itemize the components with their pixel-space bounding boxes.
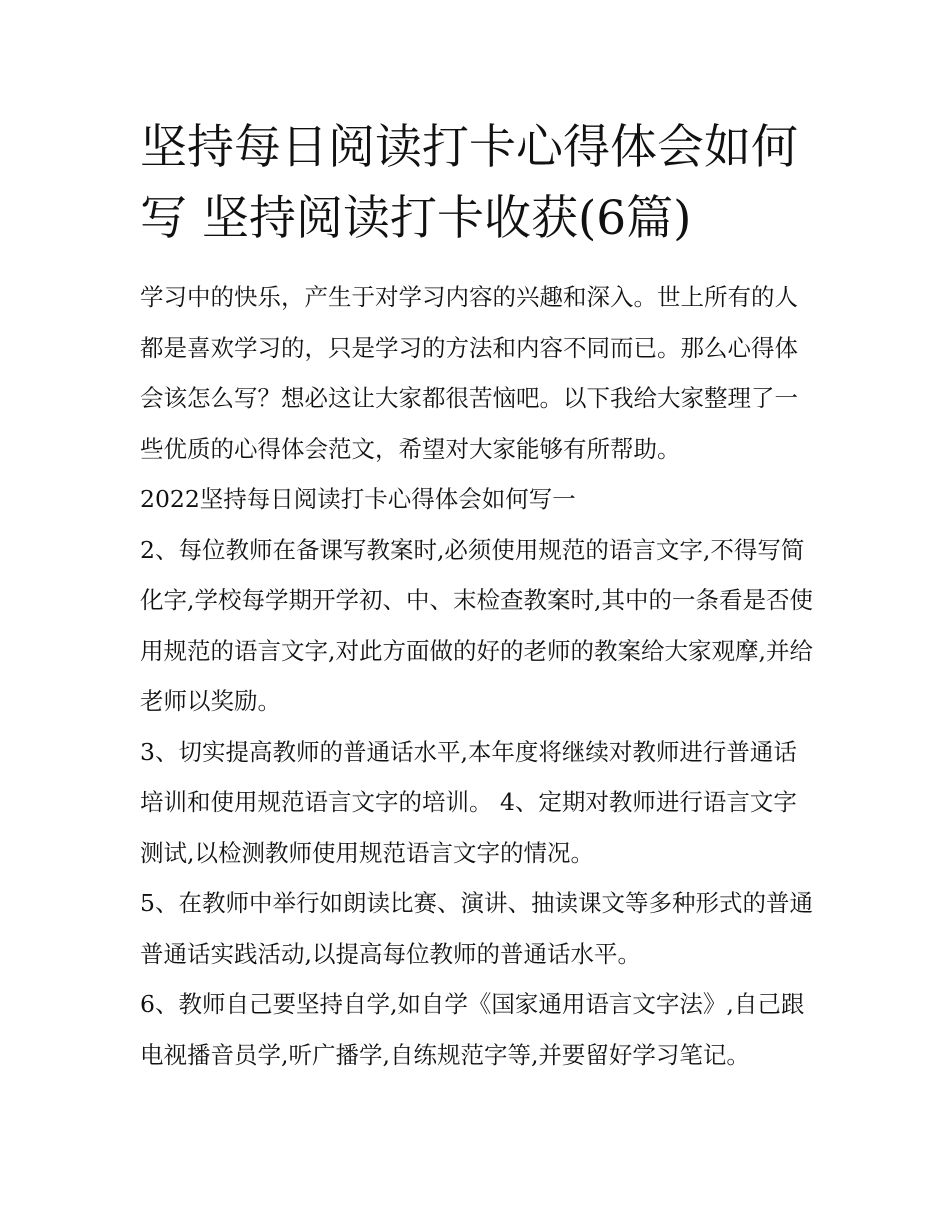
- intro-paragraph: 学习中的快乐，产生于对学习内容的兴趣和深入。世上所有的人都是喜欢学习的，只是学习的方法和内容不同而已。那么心得体会该怎么写？想必这让大家都很苦恼吧。以下我给大家整理了一些优质的心得体会范文，希望对大家能够有所帮助。: [140, 283, 798, 463]
- body-paragraph: 2、每位教师在备课写教案时,必须使用规范的语言文字,不得写简化字,学校每学期开学初、中、末检查教案时,其中的一条看是否使用规范的语言文字,对此方面做的好的老师的教案给大家观摩,并给老师以奖励。: [140, 535, 813, 715]
- body-paragraph: 6、教师自己要坚持自学,如自学《国家通用语言文字法》,自己跟电视播音员学,听广播学,自练规范字等,并要留好学习笔记。: [140, 990, 805, 1069]
- body-paragraph: 3、切实提高教师的普通话水平,本年度将继续对教师进行普通话培训和使用规范语言文字的培训。 4、定期对教师进行语言文字测试,以检测教师使用规范语言文字的情况。: [140, 737, 797, 867]
- document-page: [140, 112, 820, 1080]
- document-title: 坚持每日阅读打卡心得体会如何写 坚持阅读打卡收获(6篇): [140, 120, 798, 246]
- section-heading: 2022坚持每日阅读打卡心得体会如何写一: [140, 485, 576, 513]
- body-paragraph: 5、在教师中举行如朗读比赛、演讲、抽读课文等多种形式的普通普通话实践活动,以提高每位教师的普通话水平。: [140, 889, 813, 968]
